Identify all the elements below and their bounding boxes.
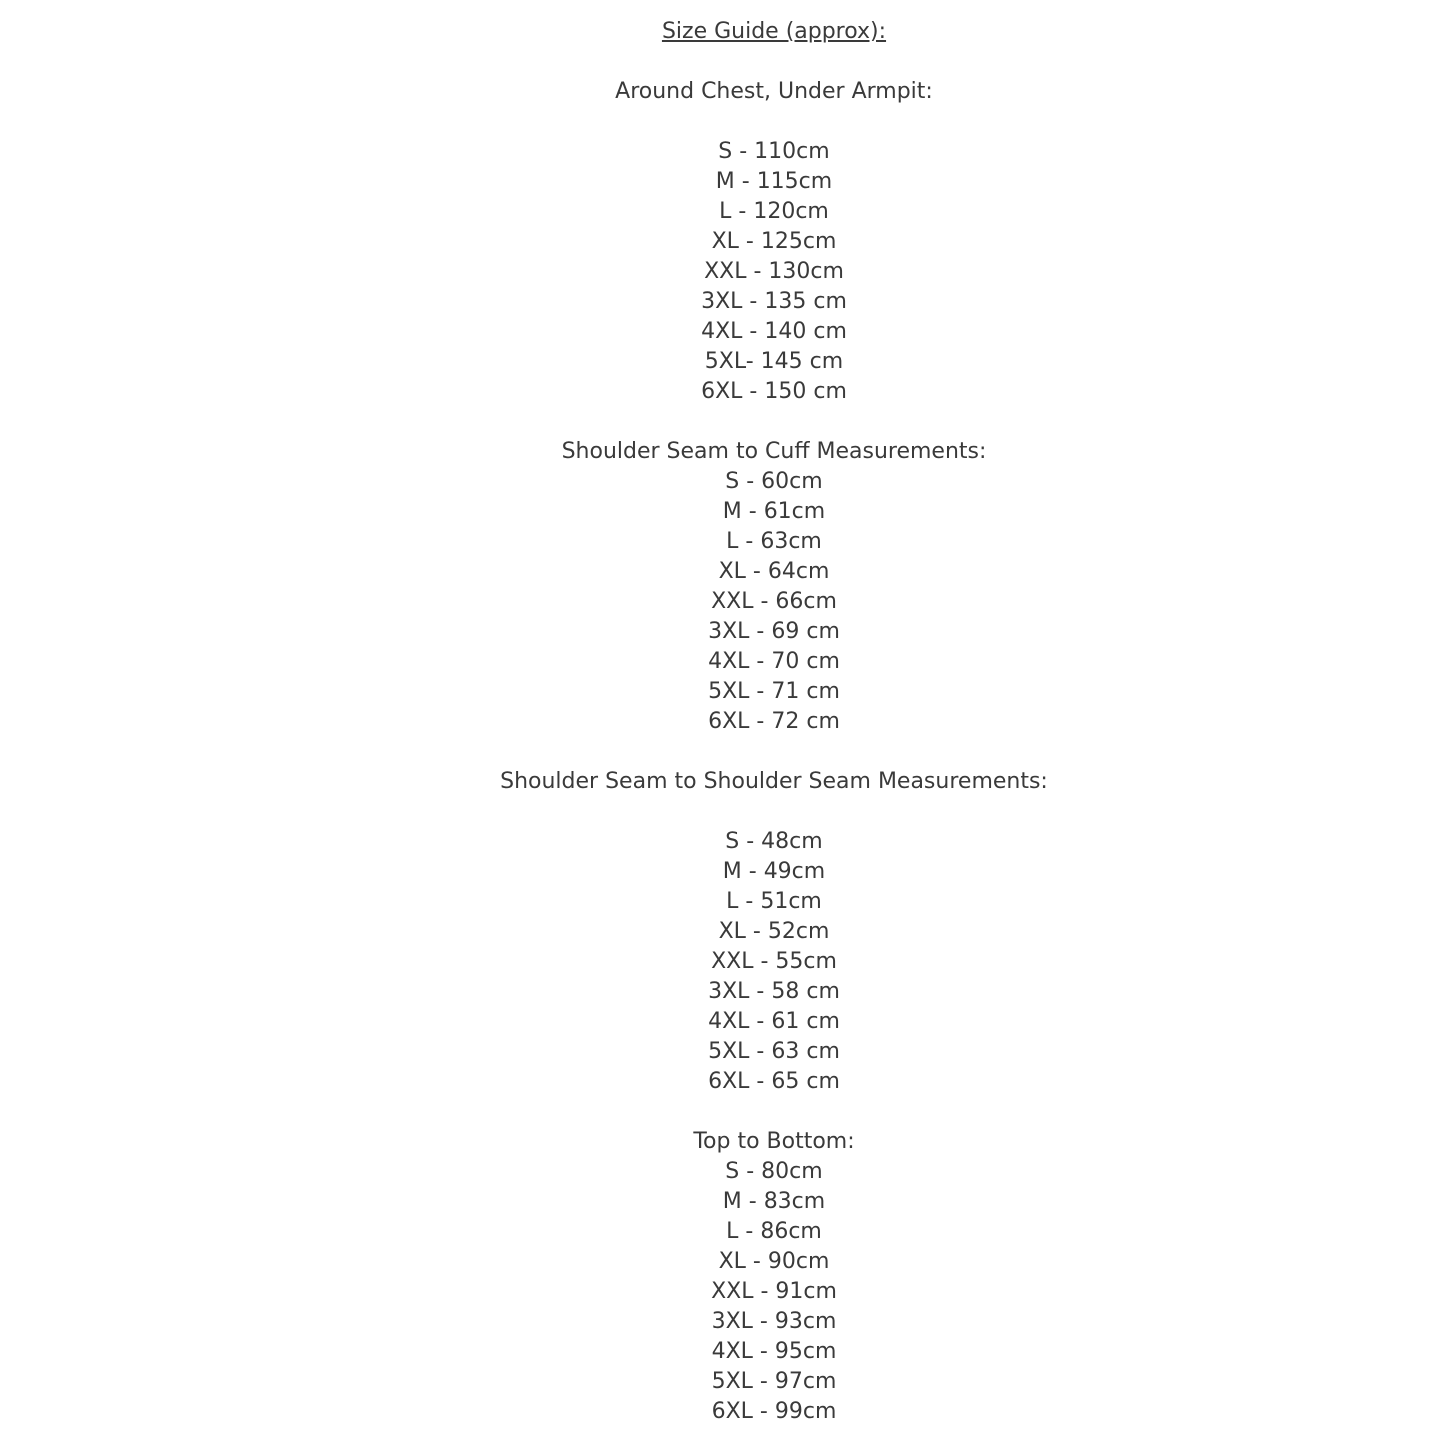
size-row: 4XL - 70 cm (708, 649, 840, 674)
size-row: 5XL - 71 cm (708, 679, 840, 704)
size-row: XL - 90cm (718, 1249, 830, 1274)
size-row: XXL - 91cm (711, 1279, 837, 1304)
size-row: 6XL - 72 cm (708, 709, 840, 734)
size-row: XL - 64cm (718, 559, 830, 584)
size-guide-sections (103, 77, 1445, 1427)
size-row: 6XL - 150 cm (701, 379, 847, 404)
size-row: 3XL - 58 cm (708, 979, 840, 1004)
section-header: Shoulder Seam to Cuff Measurements: (561, 439, 987, 464)
section-items (103, 137, 1445, 407)
size-row: S - 60cm (725, 469, 823, 494)
size-row: 6XL - 65 cm (708, 1069, 840, 1094)
size-row: 3XL - 69 cm (708, 619, 840, 644)
section-header: Around Chest, Under Armpit: (615, 79, 933, 104)
size-guide-section (103, 767, 1445, 1097)
size-row: M - 61cm (722, 499, 826, 524)
size-row: M - 49cm (722, 859, 826, 884)
size-row: L - 51cm (726, 889, 822, 914)
size-guide-section (103, 1127, 1445, 1427)
size-row: 4XL - 140 cm (701, 319, 847, 344)
size-row: S - 110cm (718, 139, 830, 164)
size-row: L - 120cm (719, 199, 829, 224)
size-row: L - 63cm (726, 529, 822, 554)
size-guide-title: Size Guide (approx): (661, 19, 887, 44)
size-row: XL - 52cm (718, 919, 830, 944)
size-row: XL - 125cm (711, 229, 837, 254)
section-header: Shoulder Seam to Shoulder Seam Measurements: (500, 769, 1048, 794)
section-header: Top to Bottom: (693, 1129, 855, 1154)
section-items (103, 827, 1445, 1097)
size-guide-section (103, 77, 1445, 407)
size-row: 3XL - 93cm (711, 1309, 837, 1334)
section-items (103, 1157, 1445, 1427)
size-row: 5XL- 145 cm (704, 349, 844, 374)
size-guide-section (103, 437, 1445, 737)
size-row: 4XL - 61 cm (708, 1009, 840, 1034)
size-row: S - 48cm (725, 829, 823, 854)
size-row: 5XL - 63 cm (708, 1039, 840, 1064)
size-row: 6XL - 99cm (711, 1399, 837, 1424)
size-row: 3XL - 135 cm (701, 289, 847, 314)
size-row: M - 115cm (715, 169, 833, 194)
size-row: 4XL - 95cm (711, 1339, 837, 1364)
size-row: XXL - 66cm (711, 589, 837, 614)
size-row: XXL - 55cm (711, 949, 837, 974)
size-row: 5XL - 97cm (711, 1369, 837, 1394)
section-items (103, 467, 1445, 737)
size-row: S - 80cm (725, 1159, 823, 1184)
size-row: XXL - 130cm (704, 259, 844, 284)
size-row: M - 83cm (722, 1189, 826, 1214)
size-row: L - 86cm (726, 1219, 822, 1244)
